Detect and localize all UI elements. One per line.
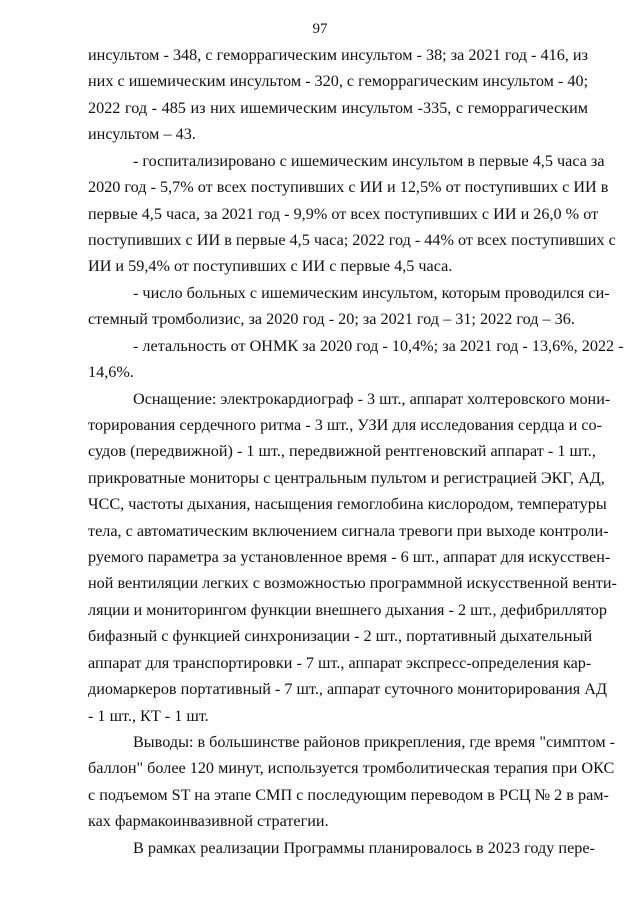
text-line: тела, с автоматическим включением сигнала тревоги при выходе контроли- (88, 521, 609, 540)
text-line: аппарат для транспортировки - 7 шт., аппарат экспресс-определения кар- (88, 653, 592, 672)
text-line: поступивших с ИИ в первые 4,5 часа; 2022 год - 44% от всех поступивших с (88, 230, 616, 249)
text-line: В рамках реализации Программы планировалось в 2023 году пере- (133, 838, 595, 857)
text-line: - число больных с ишемическим инсультом, которым проводился си- (133, 283, 610, 302)
text-line: баллон" более 120 минут, используется тромболитическая терапия при ОКС (88, 759, 615, 778)
text-line: диомаркеров портативный - 7 шт., аппарат суточного мониторирования АД (88, 680, 608, 699)
text-line: - летальность от ОНМК за 2020 год - 10,4%; за 2021 год - 13,6%, 2022 - (133, 336, 624, 355)
text-line: прикроватные мониторы с центральным пультом и регистрацией ЭКГ, АД, (88, 468, 605, 487)
text-line: ЧСС, частоты дыхания, насыщения гемоглобина кислородом, температуры (88, 495, 607, 514)
text-line: 14,6%. (88, 363, 134, 381)
text-line: ках фармакоинвазивной стратегии. (88, 812, 329, 831)
text-line: инсультом – 43. (88, 125, 196, 144)
text-line: - госпитализировано с ишемическим инсультом в первые 4,5 часа за (133, 151, 605, 170)
text-line: - 1 шт., КТ - 1 шт. (88, 706, 209, 725)
text-line: ляции и мониторингом функции внешнего дыхания - 2 шт., дефибриллятор (88, 600, 607, 619)
text-line: бифазный с функцией синхронизации - 2 шт., портативный дыхательный (88, 627, 593, 646)
text-line: судов (передвижной) - 1 шт., передвижной рентгеновский аппарат - 1 шт., (88, 442, 596, 461)
text-line: них с ишемическим инсультом - 320, с геморрагическим инсультом - 40; (88, 72, 589, 91)
text-line: Выводы: в большинстве районов прикрепления, где время "симптом - (133, 732, 616, 751)
text-line: Оснащение: электрокардиограф - 3 шт., аппарат холтеровского мони- (133, 389, 611, 408)
text-line: руемого параметра за установленное время - 6 шт., аппарат для искусствен- (88, 548, 611, 566)
text-line: инсультом - 348, с геморрагическим инсультом - 38; за 2021 год - 416, из (88, 46, 588, 64)
text-line: стемный тромболизис, за 2020 год - 20; за 2021 год – 31; 2022 год – 36. (88, 310, 575, 329)
text-line: торирования сердечного ритма - 3 шт., УЗИ для исследования сердца и со- (88, 415, 603, 434)
text-line: ИИ и 59,4% от поступивших с ИИ с первые 4,5 часа. (88, 257, 453, 276)
text-line: ной вентиляции легких с возможностью программной искусственной венти- (88, 574, 617, 593)
text-line: 2020 год - 5,7% от всех поступивших с ИИ и 12,5% от поступивших с ИИ в (88, 178, 609, 197)
page-number: 97 (312, 21, 328, 37)
text-line: с подъемом ST на этапе СМП с последующим переводом в РСЦ № 2 в рам- (88, 785, 609, 804)
text-line: 2022 год - 485 из них ишемическим инсультом -335, с геморрагическим (88, 98, 588, 117)
text-line: первые 4,5 часа, за 2021 год - 9,9% от всех поступивших с ИИ и 26,0 % от (88, 204, 599, 223)
